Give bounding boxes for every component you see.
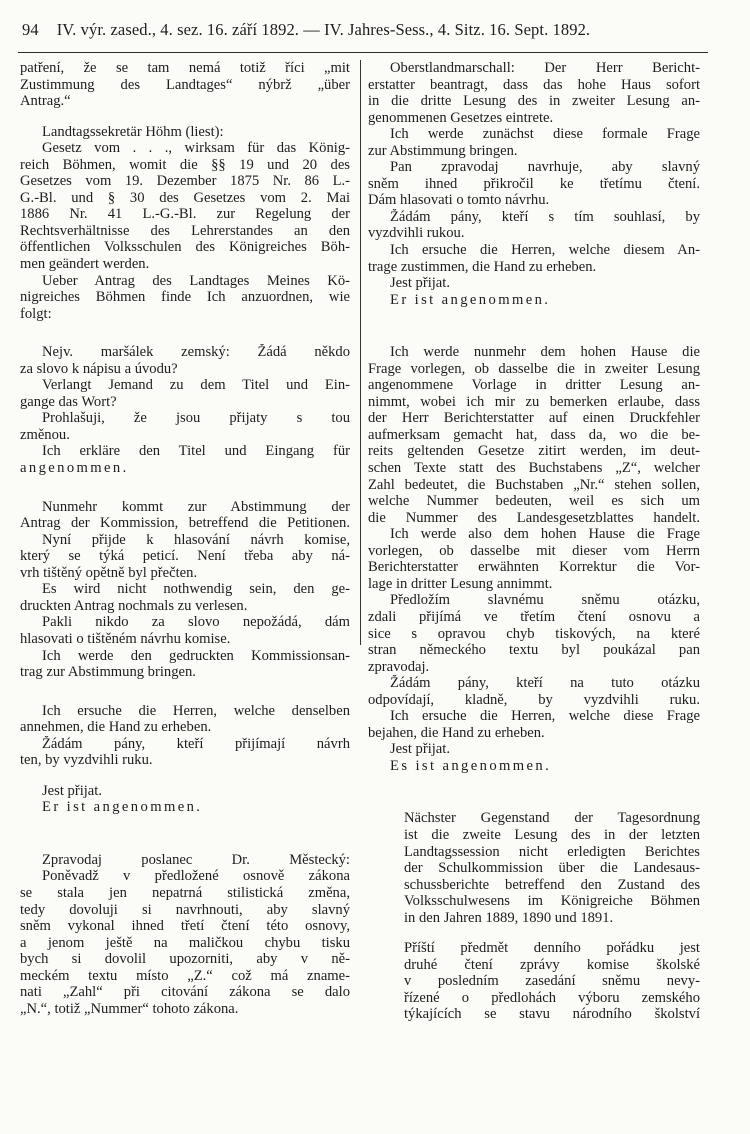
text-line: men geändert werden. xyxy=(20,256,150,273)
text-line: Ich werde nunmehr dem hohen Hause die xyxy=(390,344,700,361)
text-line: annehmen, die Hand zu erheben. xyxy=(20,719,212,736)
left-column xyxy=(20,60,350,1017)
paragraph-gap xyxy=(20,681,350,703)
text-line: die Nummer des Landesgesetzblattes handelt. xyxy=(368,509,700,526)
text-line: „N.“, totiž „Nummer“ tohoto zákona. xyxy=(20,1000,239,1017)
paragraph-gap xyxy=(20,838,350,852)
text-line: G.-Bl. und § 30 des Gesetzes vom 2. Mai xyxy=(20,189,350,206)
text-line: welche Nummer bedeuten, weil es sich um xyxy=(368,493,700,510)
text-line: v posledním zasedání sněmu nevy- xyxy=(404,973,700,990)
paragraph-gap xyxy=(368,308,700,330)
text-line: Zpravodaj poslanec Dr. Městecký: xyxy=(42,851,350,868)
text-line: Dám hlasovati o tomto návrhu. xyxy=(368,192,550,209)
paragraph-gap xyxy=(368,330,700,344)
text-line: bych si dovolil upozorniti, aby v ně- xyxy=(20,951,350,968)
column-divider xyxy=(360,60,361,645)
text-line: Předložím slavnému sněmu otázku, xyxy=(390,592,700,609)
text-line: trage zustimmen, die Hand zu erheben. xyxy=(368,258,597,275)
text-line: Frage vorlegen, ob dasselbe die in zweiter Lesung xyxy=(368,360,700,377)
paragraph-gap xyxy=(20,322,350,344)
paragraph-gap xyxy=(20,769,350,783)
text-line: Er ist angenommen. xyxy=(390,291,551,308)
text-line: Berichterstatter erwähnten Korrektur die Vor- xyxy=(368,559,700,576)
text-line: angenommen. xyxy=(20,460,129,477)
text-line: reich Böhmen, womit die §§ 19 und 20 des xyxy=(20,156,350,173)
text-line: Zahl bedeutet, die Buchstaben „Nr.“ stehen sollen, xyxy=(368,476,700,493)
text-line: Nyní přijde k hlasování návrh komise, xyxy=(42,531,350,548)
text-line: tedy dovoluji si navrhnouti, aby slavný xyxy=(20,901,350,918)
text-line: změnou. xyxy=(20,426,70,443)
text-line: Gesetzes vom 19. Dezember 1875 Nr. 86 L.- xyxy=(20,173,350,190)
text-line: patření, že se tam nemá totiž říci „mit xyxy=(20,60,350,76)
text-line: Antrag.“ xyxy=(20,93,71,110)
text-line: vyzdvihli rukou. xyxy=(368,225,465,242)
text-line: Příští předmět denního pořádku jest xyxy=(404,940,700,957)
text-line: Ueber Antrag des Landtages Meines Kö- xyxy=(42,272,350,289)
text-line: nimmt, wobei ich mir zu bemerken erlaube, dass xyxy=(368,393,700,410)
text-line: Nächster Gegenstand der Tagesordnung xyxy=(404,810,700,827)
text-line: zpravodaj. xyxy=(368,658,430,675)
text-line: sněm ihned přikročil ke třetímu čtení. xyxy=(368,175,700,192)
text-line: Ich ersuche die Herren, welche diesem An- xyxy=(390,242,700,259)
text-line: bejahen, die Hand zu erheben. xyxy=(368,724,545,741)
text-line: Es ist angenommen. xyxy=(390,757,552,774)
text-line: Volksschulwesens im Königreiche Böhmen xyxy=(404,893,700,910)
text-line: a jenom ještě na maličkou chybu tisku xyxy=(20,934,350,951)
text-line: druhé čtení zprávy komise školské xyxy=(404,956,700,973)
text-line: schen Texte statt des Buchstabens „Z“, welcher xyxy=(368,460,700,477)
running-title: IV. výr. zased., 4. sez. 16. září 1892. — IV. Jahres-Sess., 4. Sitz. 16. Sept. 1892. xyxy=(56,20,591,39)
running-header xyxy=(22,20,702,40)
text-line: Žádám pány, kteří s tím souhlasí, by xyxy=(390,208,700,225)
text-line: Ich ersuche die Herren, welche denselben xyxy=(42,702,350,719)
text-line: Ich werde zunächst diese formale Frage xyxy=(390,126,700,143)
text-line: öffentlichen Volksschulen des Königreiches Böh- xyxy=(20,239,350,256)
text-line: nigreiches Böhmen finde Ich anzuordnen, wie xyxy=(20,289,350,306)
text-line: Ich werde den gedruckten Kommissionsan- xyxy=(42,647,350,664)
text-line: der Schulkommission über die Landesaus- xyxy=(404,860,700,877)
text-line: Landtagssekretär Höhm (liest): xyxy=(42,123,224,140)
text-line: se stala jen nepatrná stilistická změna, xyxy=(20,884,350,901)
text-line: který se týká peticí. Není třeba aby ná- xyxy=(20,548,350,565)
text-line: Es wird nicht nothwendig sein, den ge- xyxy=(42,581,350,598)
header-rule xyxy=(18,52,708,53)
text-line: erstatter beantragt, dass das hohe Haus sofort xyxy=(368,76,700,93)
text-line: in die dritte Lesung des in zweiter Lesung an- xyxy=(368,93,700,110)
text-line: ist die zweite Lesung des in der letzten xyxy=(404,826,700,843)
paragraph-gap xyxy=(368,796,700,810)
text-line: odpovídají, kladně, by vyzdvihli ruku. xyxy=(368,691,700,708)
text-line: Jest přijat. xyxy=(390,275,450,292)
text-line: Jest přijat. xyxy=(42,782,102,799)
text-line: lage in dritter Lesung annimmt. xyxy=(368,575,553,592)
text-line: gange das Wort? xyxy=(20,393,117,410)
text-line: Landtagssession nicht erledigten Berichtes xyxy=(404,843,700,860)
text-line: Pakli nikdo za slovo nepožádá, dám xyxy=(42,614,350,631)
text-line: Verlangt Jemand zu dem Titel und Ein- xyxy=(42,377,350,394)
text-line: Nejv. maršálek zemský: Žádá někdo xyxy=(42,344,350,361)
text-line: sněm vykonal ihned třetí čtení této osnovy, xyxy=(20,918,350,935)
text-line: hlasovati o tištěném návrhu komise. xyxy=(20,630,231,647)
text-line: Nunmehr kommt zur Abstimmung der xyxy=(42,498,350,515)
text-line: za slovo k nápisu a úvodu? xyxy=(20,360,178,377)
text-line: in den Jahren 1889, 1890 und 1891. xyxy=(404,909,614,926)
text-line: zur Abstimmung bringen. xyxy=(368,142,518,159)
text-line: Prohlašuji, že jsou přijaty s tou xyxy=(42,410,350,427)
text-line: folgt: xyxy=(20,305,52,322)
text-line: schussberichte betreffend den Zustand des xyxy=(404,876,700,893)
text-line: Ich ersuche die Herren, welche diese Frage xyxy=(390,708,700,725)
text-line: Jest přijat. xyxy=(390,741,450,758)
paragraph-gap xyxy=(368,774,700,796)
text-line: 1886 Nr. 41 L.-G.-Bl. zur Regelung der xyxy=(20,206,350,223)
text-line: Pan zpravodaj navrhuje, aby slavný xyxy=(390,159,700,176)
text-line: stran německého textu byl poukázal pan xyxy=(368,642,700,659)
text-line: angenommene Vorlage in dritter Lesung an- xyxy=(368,377,700,394)
paragraph-gap xyxy=(20,477,350,499)
right-column xyxy=(368,60,700,1023)
text-line: Žádám pány, kteří na tuto otázku xyxy=(390,675,700,692)
text-line: trag zur Abstimmung bringen. xyxy=(20,664,196,681)
text-line: sice s opravou chyb tiskových, na které xyxy=(368,625,700,642)
text-line: reits geltenden Gesetze zitirt werden, im deut- xyxy=(368,443,700,460)
text-line: druckten Antrag nochmals zu verlesen. xyxy=(20,597,248,614)
text-line: Gesetz vom . . ., wirksam für das König- xyxy=(42,140,350,157)
paragraph-gap xyxy=(20,110,350,124)
text-line: Antrag der Kommission, betreffend die Petitionen. xyxy=(20,515,350,532)
text-line: Oberstlandmarschall: Der Herr Bericht- xyxy=(390,60,700,76)
text-line: řízené o předlohách výboru zemského xyxy=(404,989,700,1006)
text-line: aufmerksam gemacht hat, dass da, wo die be- xyxy=(368,426,700,443)
text-line: Žádám pány, kteří přijímají návrh xyxy=(42,735,350,752)
page-number: 94 xyxy=(22,20,39,39)
text-line: Poněvadž v předložené osnově zákona xyxy=(42,868,350,885)
paragraph-gap xyxy=(368,926,700,940)
text-line: Ich werde also dem hohen Hause die Frage xyxy=(390,526,700,543)
text-line: der Herr Berichterstatter auf einen Druckfehler xyxy=(368,410,700,427)
text-line: genommenen Gesetzes eintrete. xyxy=(368,109,554,126)
text-line: Rechtsverhältnisse des Lehrerstandes an den xyxy=(20,222,350,239)
text-line: Er ist angenommen. xyxy=(42,799,203,816)
text-line: ten, by vyzdvihli ruku. xyxy=(20,752,153,769)
text-line: Ich erkläre den Titel und Eingang für xyxy=(42,443,350,460)
text-line: zdali přijímá ve třetím čtení osnovu a xyxy=(368,608,700,625)
text-line: vrh tištěný opětně byl přečten. xyxy=(20,564,198,581)
text-line: vorlegen, ob dasselbe mit dieser vom Herrn xyxy=(368,542,700,559)
text-line: nati „Zahl“ při citování zákona se dalo xyxy=(20,984,350,1001)
text-line: týkajících se stavu národního školství xyxy=(404,1006,700,1023)
text-line: Zustimmung des Landtages“ nýbrž „über xyxy=(20,76,350,93)
paragraph-gap xyxy=(20,816,350,838)
text-line: meckém textu místo „Z.“ což má zname- xyxy=(20,967,350,984)
